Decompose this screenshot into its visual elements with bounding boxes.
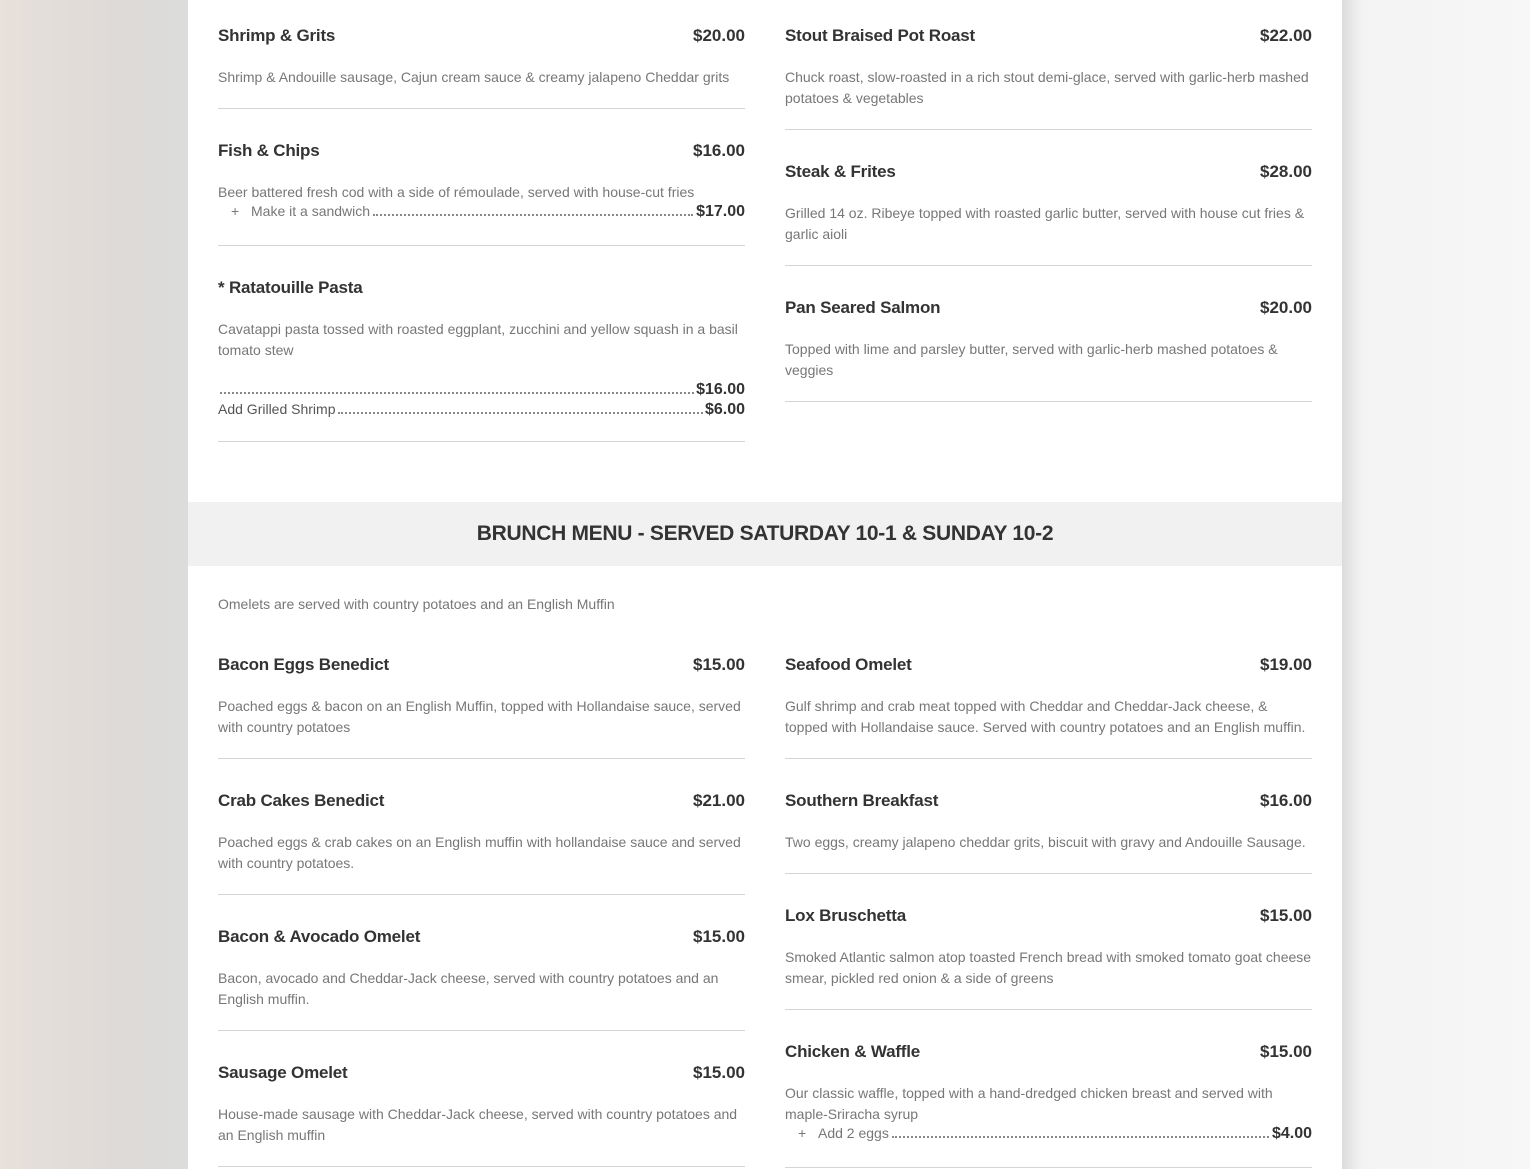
brunch-left-column (218, 655, 745, 1169)
plus-icon: + (231, 203, 240, 219)
menu-item-header (218, 1063, 745, 1087)
dotted-leader (373, 206, 693, 216)
menu-page (188, 0, 1342, 1169)
menu-item-name: Crab Cakes Benedict (218, 791, 385, 810)
menu-item-price: $15.00 (693, 927, 745, 946)
menu-item (218, 1063, 745, 1167)
dotted-leader (220, 384, 694, 394)
plus-icon: + (798, 1125, 807, 1141)
brunch-section-header (188, 502, 1342, 566)
menu-item-header (218, 791, 745, 815)
menu-item (785, 26, 1312, 130)
menu-item-name: Lox Bruschetta (785, 906, 906, 925)
menu-item-name: Chicken & Waffle (785, 1042, 921, 1061)
menu-item-description: Bacon, avocado and Cheddar-Jack cheese, served with country potatoes and an English muffin. (218, 970, 719, 1007)
dotted-leader (892, 1128, 1269, 1138)
menu-item-description: Poached eggs & bacon on an English Muffin, topped with Hollandaise sauce, served with country potatoes (218, 698, 741, 735)
menu-item-name: Bacon & Avocado Omelet (218, 927, 421, 946)
menu-item-name: Pan Seared Salmon (785, 298, 941, 317)
menu-item-name: Bacon Eggs Benedict (218, 655, 389, 674)
menu-item-header (785, 298, 1312, 322)
addon-price: $17.00 (696, 203, 745, 220)
dinner-right-column (785, 26, 1312, 474)
menu-item (218, 278, 745, 442)
menu-item-price: $15.00 (1260, 906, 1312, 925)
menu-item-price: $22.00 (1260, 26, 1312, 45)
menu-item-price: $16.00 (693, 141, 745, 160)
menu-item-addon (785, 1125, 1312, 1147)
menu-item-header (218, 927, 745, 951)
menu-item-description: Our classic waffle, topped with a hand-dredged chicken breast and served with maple-Sriracha syrup (785, 1085, 1273, 1122)
menu-item-header (218, 278, 745, 302)
menu-item-description: Grilled 14 oz. Ribeye topped with roasted garlic butter, served with house cut fries & garlic aioli (785, 205, 1305, 242)
menu-item-price: $16.00 (1260, 791, 1312, 810)
addon-label: Make it a sandwich (251, 203, 371, 219)
menu-item-description: Chuck roast, slow-roasted in a rich stout demi-glace, served with garlic-herb mashed potatoes & vegetables (785, 69, 1309, 106)
menu-item-option (218, 381, 745, 401)
menu-item (785, 162, 1312, 266)
dinner-menu-grid (218, 26, 1312, 474)
menu-item-description: Poached eggs & crab cakes on an English muffin with hollandaise sauce and served with country potatoes. (218, 834, 741, 871)
menu-item (785, 298, 1312, 402)
menu-item-header (785, 1042, 1312, 1066)
menu-item-name: Southern Breakfast (785, 791, 939, 810)
option-label: Add Grilled Shrimp (218, 401, 336, 417)
menu-item-name: Stout Braised Pot Roast (785, 26, 975, 45)
option-price: $16.00 (696, 381, 745, 398)
option-price: $6.00 (704, 401, 745, 418)
menu-item (218, 791, 745, 895)
dotted-leader (338, 404, 703, 414)
menu-item-name: Seafood Omelet (785, 655, 912, 674)
menu-item-price: $15.00 (693, 655, 745, 674)
menu-item (785, 906, 1312, 1010)
menu-item (785, 791, 1312, 874)
menu-item-description: Two eggs, creamy jalapeno cheddar grits, biscuit with gravy and Andouille Sausage. (785, 834, 1306, 850)
menu-item-description: House-made sausage with Cheddar-Jack cheese, served with country potatoes and an English muffin (218, 1106, 738, 1143)
menu-item-description: Smoked Atlantic salmon atop toasted French bread with smoked tomato goat cheese smear, pickled red onion & a side of greens (785, 949, 1312, 986)
menu-item-option (218, 401, 745, 421)
menu-item-header (218, 655, 745, 679)
menu-item (218, 655, 745, 759)
menu-item-name: Shrimp & Grits (218, 26, 336, 45)
menu-item-name: Fish & Chips (218, 141, 320, 160)
menu-item-name: Steak & Frites (785, 162, 896, 181)
section-title: BRUNCH MENU - SERVED SATURDAY 10-1 & SUNDAY 10-2 (476, 522, 1054, 545)
menu-item-description: Cavatappi pasta tossed with roasted eggplant, zucchini and yellow squash in a basil tomato stew (218, 321, 738, 358)
menu-item-price: $20.00 (693, 26, 745, 45)
menu-item-header (218, 141, 745, 165)
menu-item-header (785, 162, 1312, 186)
menu-item (785, 655, 1312, 759)
menu-item-header (785, 26, 1312, 50)
menu-item-name: Sausage Omelet (218, 1063, 348, 1082)
menu-item-price: $21.00 (693, 791, 745, 810)
menu-item-price: $28.00 (1260, 162, 1312, 181)
menu-item (218, 26, 745, 109)
menu-item-header (785, 906, 1312, 930)
addon-label: Add 2 eggs (818, 1125, 889, 1141)
menu-item (218, 927, 745, 1031)
menu-item-header (785, 791, 1312, 815)
menu-item-name: * Ratatouille Pasta (218, 278, 363, 297)
menu-item-header (785, 655, 1312, 679)
section-note: Omelets are served with country potatoes and an English Muffin (218, 596, 615, 612)
menu-item-price: $20.00 (1260, 298, 1312, 317)
addon-price: $4.00 (1271, 1125, 1312, 1142)
brunch-right-column (785, 655, 1312, 1169)
menu-item (218, 141, 745, 246)
brunch-menu-grid (218, 655, 1312, 1169)
menu-item-price: $19.00 (1260, 655, 1312, 674)
dinner-left-column (218, 26, 745, 474)
menu-item-description: Gulf shrimp and crab meat topped with Cheddar and Cheddar-Jack cheese, & topped with Hollandaise sauce. Served with country potatoes and an English muffin. (785, 698, 1306, 735)
menu-item-description: Shrimp & Andouille sausage, Cajun cream sauce & creamy jalapeno Cheddar grits (218, 69, 730, 85)
menu-item-price: $15.00 (1260, 1042, 1312, 1061)
menu-item (785, 1042, 1312, 1168)
menu-item-addon (218, 203, 745, 225)
menu-item-price: $15.00 (693, 1063, 745, 1082)
menu-item-description: Beer battered fresh cod with a side of rémoulade, served with house-cut fries (218, 184, 695, 200)
menu-item-header (218, 26, 745, 50)
menu-item-description: Topped with lime and parsley butter, served with garlic-herb mashed potatoes & veggies (785, 341, 1278, 378)
